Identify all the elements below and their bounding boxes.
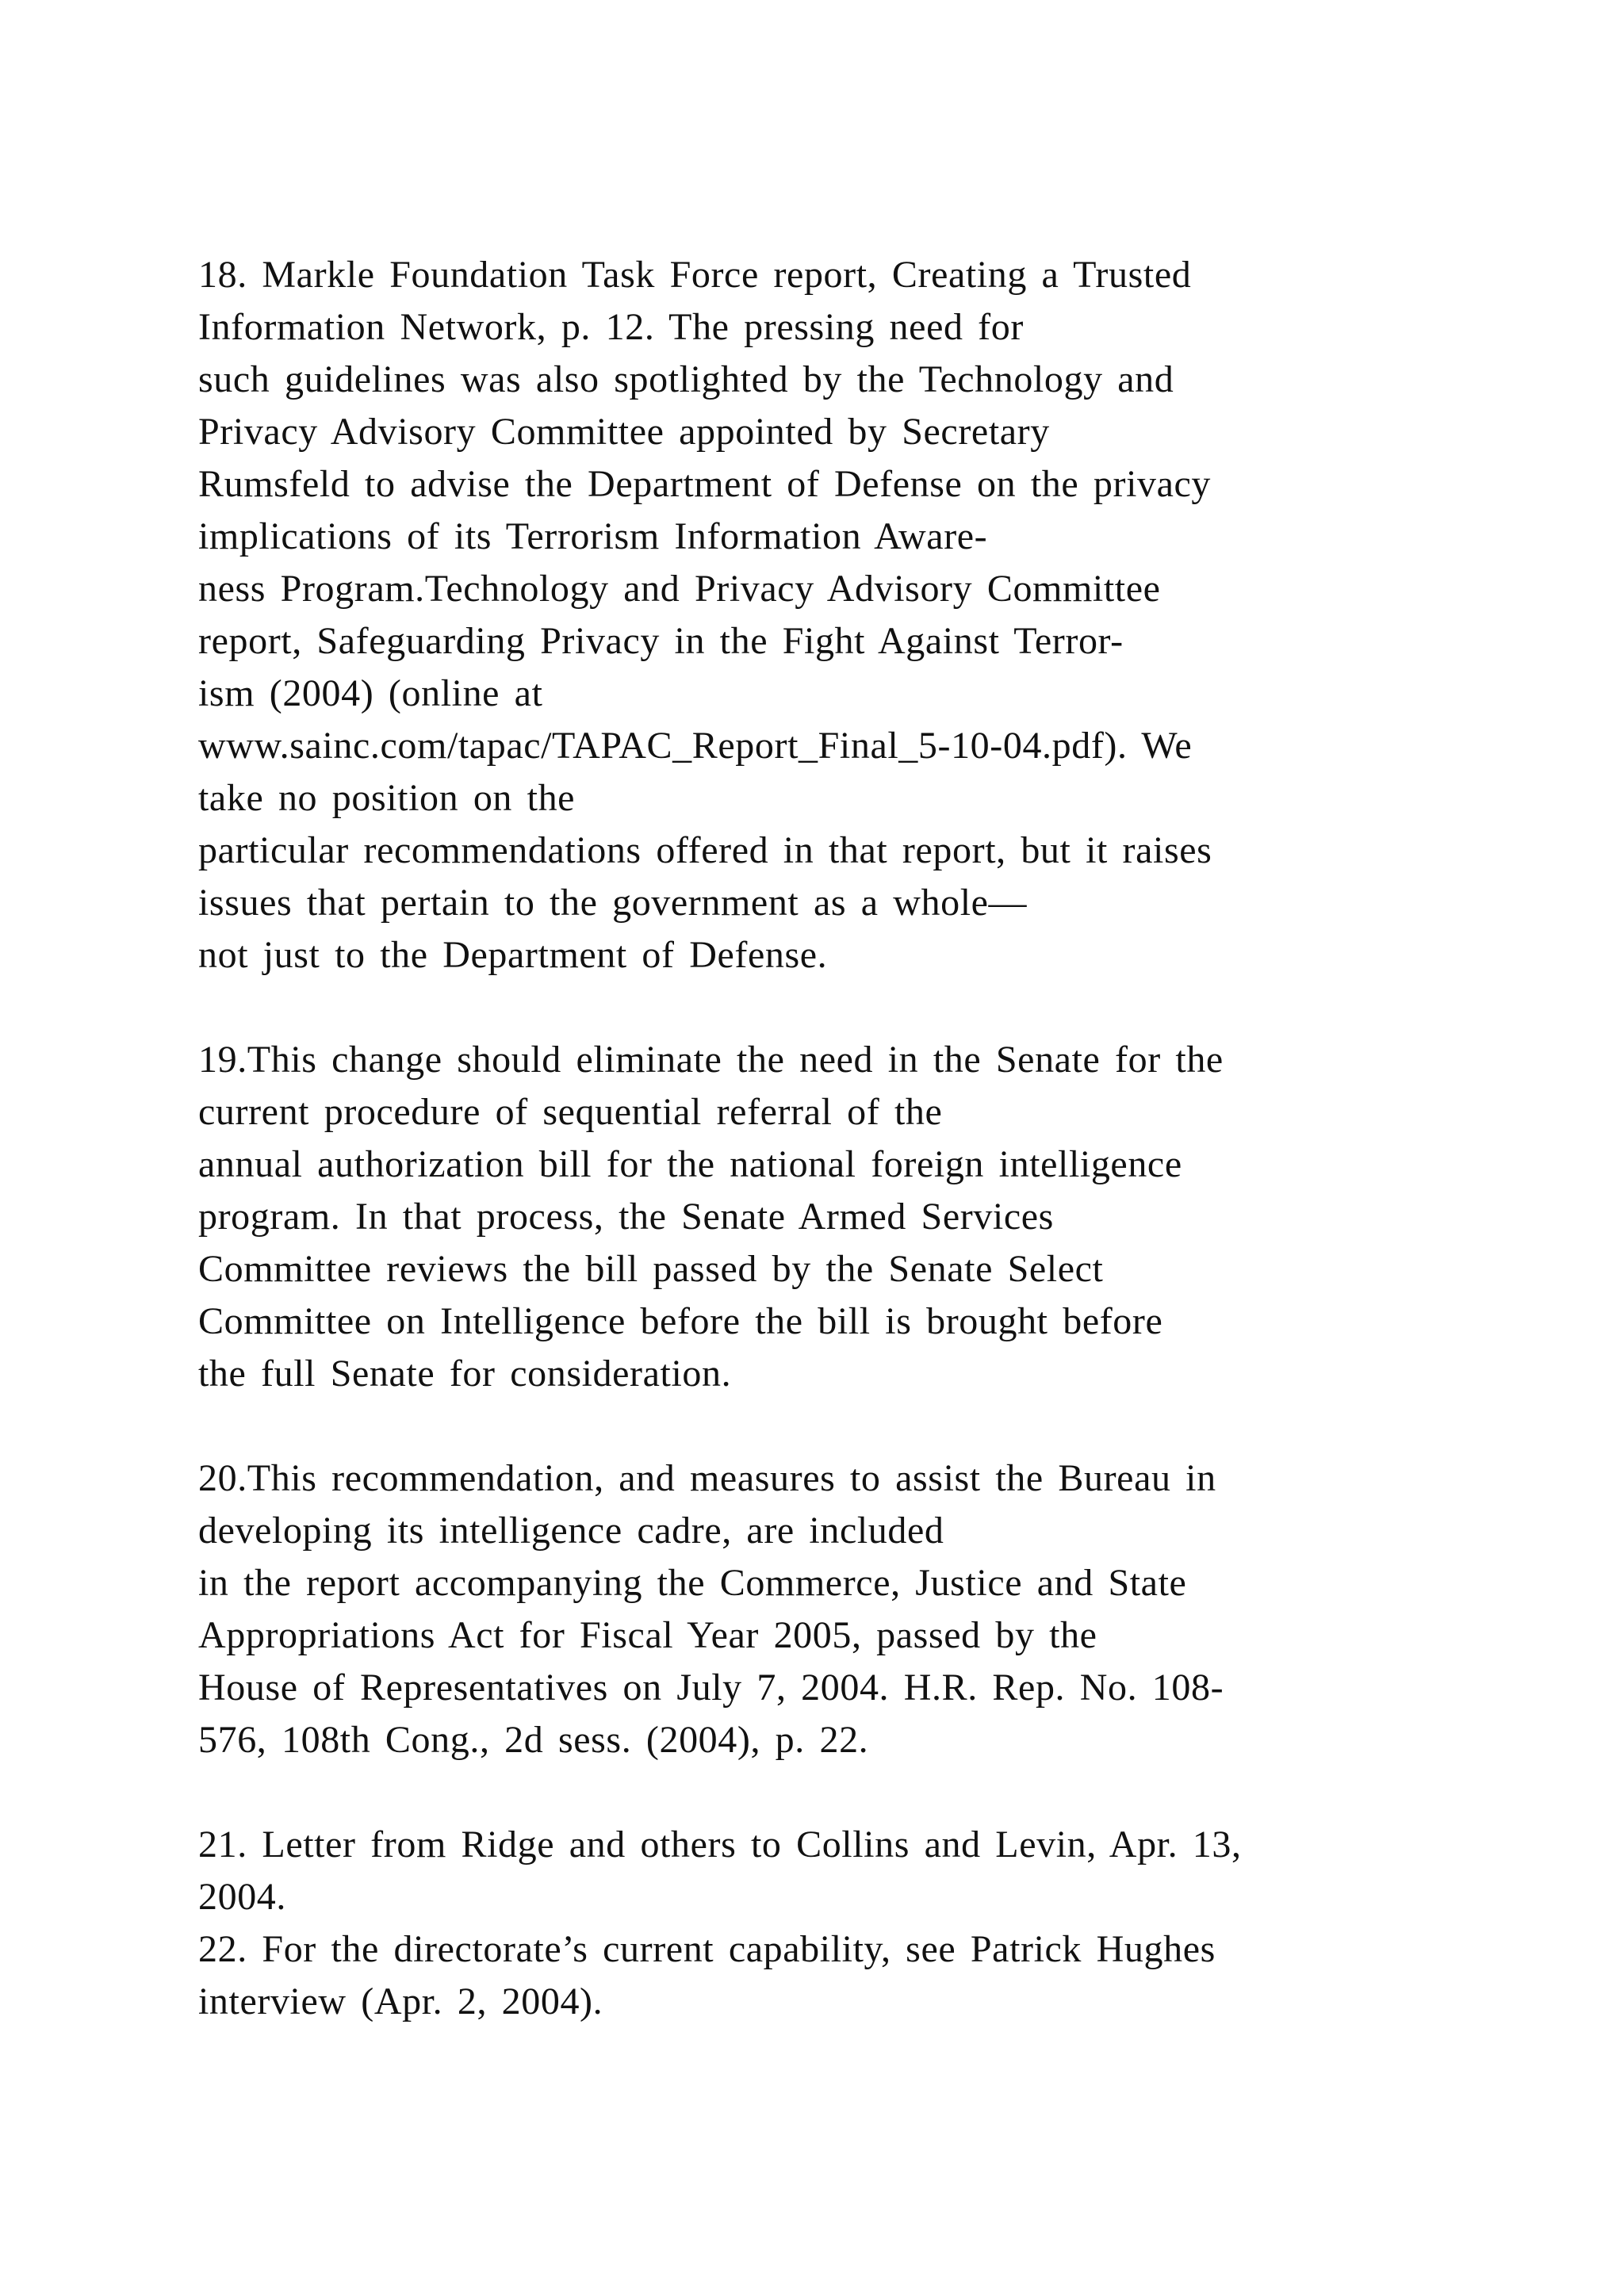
note-line: 2004. (198, 1876, 286, 1918)
note-line: implications of its Terrorism Information Aware- (198, 515, 988, 557)
note-line: the full Senate for consideration. (198, 1353, 732, 1395)
note-line: interview (Apr. 2, 2004). (198, 1980, 603, 2022)
note-line: 21. Letter from Ridge and others to Collins and Levin, Apr. 13, (198, 1823, 1242, 1866)
note-line: particular recommendations offered in that report, but it raises (198, 829, 1212, 871)
note-line: 20.This recommendation, and measures to assist the Bureau in (198, 1457, 1216, 1499)
note-line: ism (2004) (online at (198, 672, 543, 714)
note-line: Rumsfeld to advise the Department of Defense on the privacy (198, 463, 1212, 505)
note-line: not just to the Department of Defense. (198, 934, 828, 976)
note-line: current procedure of sequential referral of the (198, 1091, 943, 1133)
footnote-19 (198, 1034, 1507, 1400)
footnote-18 (198, 249, 1507, 982)
paragraph-gap (198, 1766, 1507, 1819)
note-line: House of Representatives on July 7, 2004. H.R. Rep. No. 108- (198, 1667, 1224, 1709)
note-line: Privacy Advisory Committee appointed by Secretary (198, 411, 1050, 453)
note-line: Committee on Intelligence before the bill is brought before (198, 1300, 1163, 1342)
note-line: program. In that process, the Senate Armed Services (198, 1196, 1054, 1238)
footnote-20 (198, 1452, 1507, 1766)
footnote-21-22 (198, 1819, 1507, 2028)
note-line: 18. Markle Foundation Task Force report, Creating a Trusted (198, 254, 1192, 296)
note-line: 22. For the directorate’s current capability, see Patrick Hughes (198, 1928, 1216, 1970)
note-line: take no position on the (198, 777, 576, 819)
paragraph-gap (198, 1400, 1507, 1452)
note-line: report, Safeguarding Privacy in the Fight Against Terror- (198, 620, 1124, 662)
note-line: www.sainc.com/tapac/TAPAC_Report_Final_5-10-04.pdf). We (198, 725, 1193, 767)
note-line: such guidelines was also spotlighted by the Technology and (198, 358, 1174, 400)
note-line: Committee reviews the bill passed by the Senate Select (198, 1248, 1104, 1290)
note-line: 19.This change should eliminate the need in the Senate for the (198, 1039, 1224, 1081)
document-page (198, 249, 1507, 2028)
note-line: developing its intelligence cadre, are included (198, 1510, 944, 1552)
note-line: Information Network, p. 12. The pressing need for (198, 306, 1024, 348)
paragraph-gap (198, 982, 1507, 1034)
note-line: Appropriations Act for Fiscal Year 2005, passed by the (198, 1614, 1097, 1656)
note-line: issues that pertain to the government as a whole— (198, 882, 1028, 924)
note-line: ness Program.Technology and Privacy Advisory Committee (198, 568, 1161, 610)
note-line: in the report accompanying the Commerce, Justice and State (198, 1562, 1187, 1604)
note-line: 576, 108th Cong., 2d sess. (2004), p. 22. (198, 1719, 869, 1761)
note-line: annual authorization bill for the national foreign intelligence (198, 1143, 1182, 1185)
